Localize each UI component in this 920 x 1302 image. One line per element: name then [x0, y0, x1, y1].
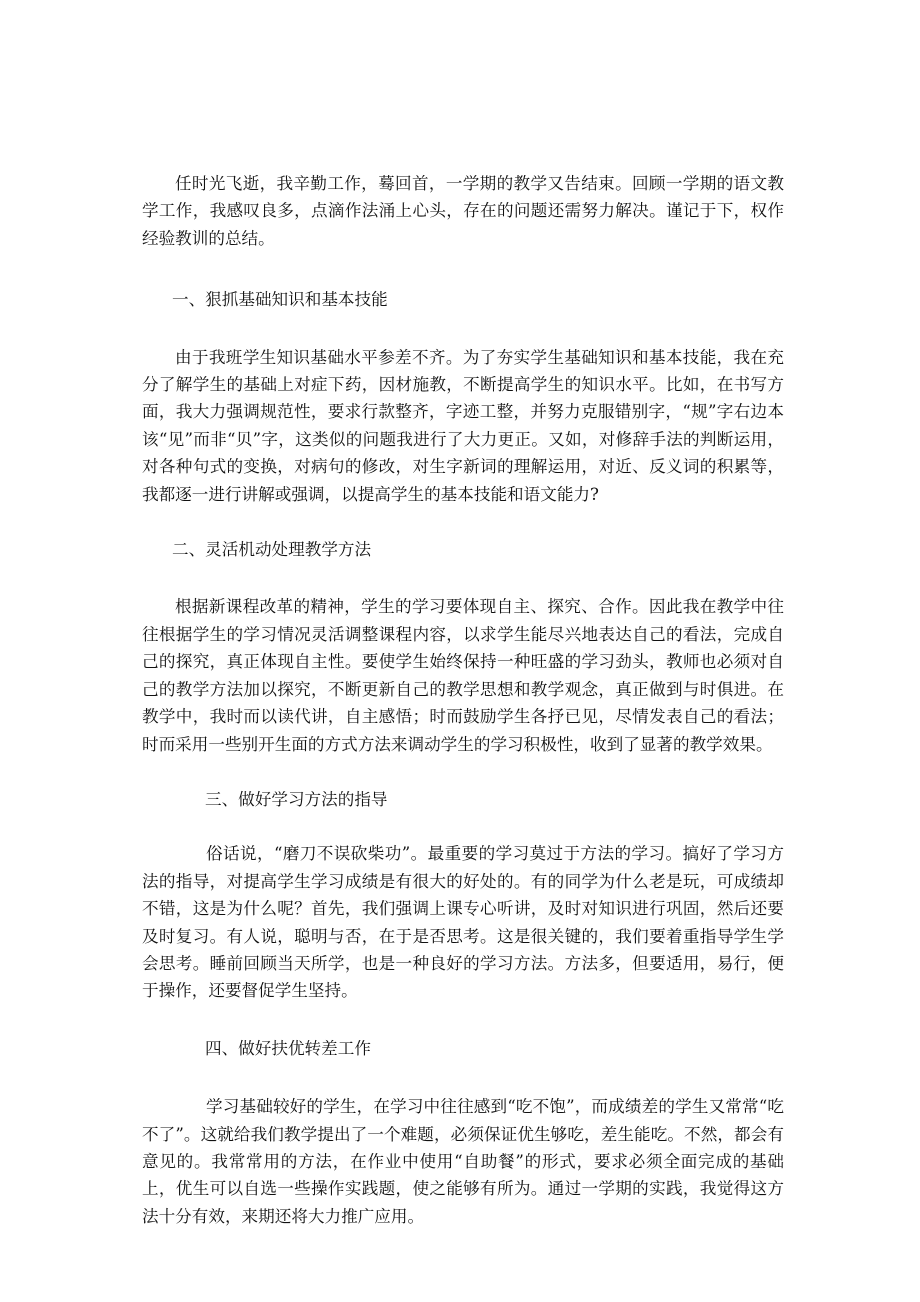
section-2-heading: 二、灵活机动处理教学方法 [172, 540, 372, 560]
document-body [142, 170, 784, 1230]
section-1-heading: 一、狠抓基础知识和基本技能 [172, 290, 388, 310]
section-3-heading: 三、做好学习方法的指导 [205, 789, 388, 809]
section-1-paragraph: 由于我班学生知识基础水平参差不齐。为了夯实学生基础知识和基本技能，我在充分了解学生的基础上对症下药，因材施教，不断提高学生的知识水平。比如，在书写方面，我大力强调规范性，要求行款整齐，字迹工整，并努力克服错别字，“规”字右边本该“见”而非“贝”字，这类似的问题我进行了大力更正。又如，对修辞手法的判断运用，对各种句式的变换，对病句的修改，对生字新词的理解运用，对近、反义词的积累等，我都逐一进行讲解或强调，以提高学生的基本技能和语文能力? [142, 347, 784, 504]
section-3-paragraph: 俗话说，“磨刀不误砍柴功”。最重要的学习莫过于方法的学习。搞好了学习方法的指导，对提高学生学习成绩是有很大的好处的。有的同学为什么老是玩，可成绩却不错，这是为什么呢？首先，我们强调上课专心听讲，及时对知识进行巩固，然后还要及时复习。有人说，聪明与否，在于是否思考。这是很关键的，我们要着重指导学生学会思考。睡前回顾当天所学，也是一种良好的学习方法。方法多，但要适用，易行，便于操作，还要督促学生坚持。 [142, 844, 784, 1001]
section-2-paragraph: 根据新课程改革的精神，学生的学习要体现自主、探究、合作。因此我在教学中往往根据学生的学习情况灵活调整课程内容，以求学生能尽兴地表达自己的看法，完成自己的探究，真正体现自主性。要使学生始终保持一种旺盛的学习劲头，教师也必须对自己的教学方法加以探究，不断更新自己的教学思想和教学观念，真正做到与时俱进。在教学中，我时而以读代讲，自主感悟；时而鼓励学生各抒已见，尽情发表自己的看法；时而采用一些别开生面的方式方法来调动学生的学习积极性，收到了显著的教学效果。 [142, 597, 784, 754]
intro-paragraph: 任时光飞逝，我辛勤工作，蓦回首，一学期的教学又告结束。回顾一学期的语文教学工作，我感叹良多，点滴作法涌上心头，存在的问题还需努力解决。谨记于下，权作经验教训的总结。 [142, 174, 784, 248]
section-4-heading: 四、做好扶优转差工作 [205, 1038, 371, 1058]
section-4-paragraph: 学习基础较好的学生，在学习中往往感到“吃不饱”，而成绩差的学生又常常“吃不了”。这就给我们教学提出了一个难题，必须保证优生够吃，差生能吃。不然，都会有意见的。我常常用的方法，在作业中使用“自助餐”的形式，要求必须全面完成的基础上，优生可以自选一些操作实践题，使之能够有所为。通过一学期的实践，我觉得这方法十分有效，来期还将大力推广应用。 [142, 1097, 784, 1226]
